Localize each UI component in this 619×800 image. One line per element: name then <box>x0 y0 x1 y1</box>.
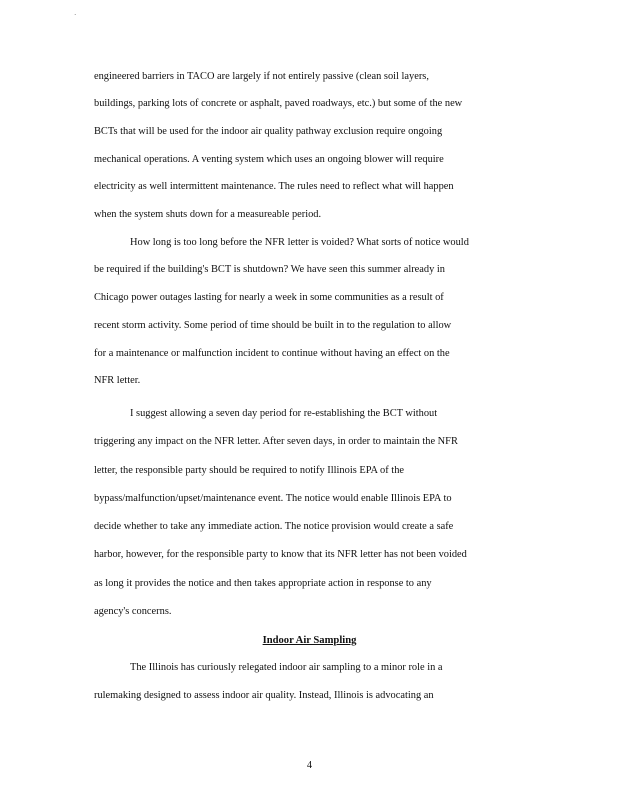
text-line: engineered barriers in TACO are largely if not entirely passive (clean soil layers, <box>94 71 429 82</box>
text-line: for a maintenance or malfunction incident to continue without having an effect on the <box>94 348 450 359</box>
text-line: be required if the building's BCT is shutdown? We have seen this summer already in <box>94 264 445 275</box>
scan-mark: · <box>74 11 77 19</box>
text-line: rulemaking designed to assess indoor air quality. Instead, Illinois is advocating an <box>94 690 434 701</box>
text-line: decide whether to take any immediate action. The notice provision would create a safe <box>94 521 454 532</box>
page-number: 4 <box>306 760 313 771</box>
text-line: recent storm activity. Some period of time should be built in to the regulation to allow <box>94 320 452 331</box>
text-line: letter, the responsible party should be required to notify Illinois EPA of the <box>94 465 404 476</box>
text-line: buildings, parking lots of concrete or asphalt, paved roadways, etc.) but some of the new <box>94 98 463 109</box>
text-line: Chicago power outages lasting for nearly a week in some communities as a result of <box>94 292 444 303</box>
text-line: mechanical operations. A venting system which uses an ongoing blower will require <box>94 154 444 165</box>
text-line: as long it provides the notice and then takes appropriate action in response to any <box>94 578 432 589</box>
text-line: harbor, however, for the responsible party to know that its NFR letter has not been voided <box>94 549 467 560</box>
text-line: NFR letter. <box>94 375 141 386</box>
text-line: bypass/malfunction/upset/maintenance event. The notice would enable Illinois EPA to <box>94 493 452 504</box>
text-line: agency's concerns. <box>94 606 172 617</box>
text-line: when the system shuts down for a measureable period. <box>94 209 322 220</box>
text-line: BCTs that will be used for the indoor air quality pathway exclusion require ongoing <box>94 126 443 137</box>
text-line: I suggest allowing a seven day period for re-establishing the BCT without <box>130 408 438 419</box>
section-heading: Indoor Air Sampling <box>262 635 357 646</box>
text-line: How long is too long before the NFR letter is voided? What sorts of notice would <box>130 237 469 248</box>
text-line: triggering any impact on the NFR letter. After seven days, in order to maintain the NFR <box>94 436 458 447</box>
text-line: The Illinois has curiously relegated indoor air sampling to a minor role in a <box>130 662 443 673</box>
text-line: electricity as well intermittent maintenance. The rules need to reflect what will happen <box>94 181 454 192</box>
